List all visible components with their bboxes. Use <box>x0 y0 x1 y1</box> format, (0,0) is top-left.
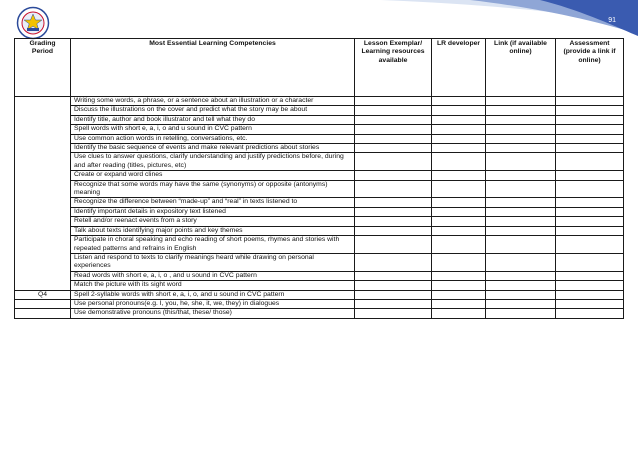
empty-cell <box>556 180 624 198</box>
table-row <box>15 253 624 271</box>
grading-cell: Q4 <box>15 290 71 299</box>
empty-cell <box>486 125 556 134</box>
competency-cell: Talk about texts identifying major points and key themes <box>71 226 355 235</box>
table-row <box>15 281 624 290</box>
empty-cell <box>432 198 486 207</box>
empty-cell <box>486 97 556 106</box>
competency-cell: Retell and/or reenact events from a story <box>71 217 355 226</box>
competency-cell: Writing some words, a phrase, or a sentence about an illustration or a character <box>71 97 355 106</box>
empty-cell <box>355 281 432 290</box>
empty-cell <box>355 134 432 143</box>
empty-cell <box>556 97 624 106</box>
empty-cell <box>432 144 486 153</box>
empty-cell <box>432 97 486 106</box>
empty-cell <box>355 180 432 198</box>
table-header-row <box>15 39 624 97</box>
header-banner <box>0 0 638 40</box>
empty-cell <box>486 253 556 271</box>
table-row <box>15 217 624 226</box>
empty-cell <box>355 144 432 153</box>
table-row <box>15 144 624 153</box>
empty-cell <box>556 309 624 318</box>
empty-cell <box>355 207 432 216</box>
table-row <box>15 153 624 171</box>
empty-cell <box>556 134 624 143</box>
empty-cell <box>556 253 624 271</box>
empty-cell <box>486 180 556 198</box>
empty-cell <box>486 271 556 280</box>
empty-cell <box>486 226 556 235</box>
competency-cell: Recognize that some words may have the same (synonyms) or opposite (antonyms) meaning <box>71 180 355 198</box>
empty-cell <box>355 171 432 180</box>
empty-cell <box>486 290 556 299</box>
empty-cell <box>432 217 486 226</box>
empty-cell <box>432 106 486 115</box>
empty-cell <box>355 253 432 271</box>
empty-cell <box>486 144 556 153</box>
table-row <box>15 198 624 207</box>
empty-cell <box>355 106 432 115</box>
page-number: 91 <box>608 17 616 24</box>
empty-cell <box>355 226 432 235</box>
header-competencies: Most Essential Learning Competencies <box>71 39 355 97</box>
empty-cell <box>355 271 432 280</box>
competency-cell: Identify title, author and book illustrator and tell what they do <box>71 115 355 124</box>
empty-cell <box>486 171 556 180</box>
header-link: Link (if available online) <box>486 39 556 97</box>
competency-cell: Use clues to answer questions, clarify understanding and justify predictions before, during and after reading (titles, pictures, etc) <box>71 153 355 171</box>
empty-cell <box>486 198 556 207</box>
empty-cell <box>432 171 486 180</box>
empty-cell <box>432 281 486 290</box>
competency-cell: Recognize the difference between “made-up” and “real” in texts listened to <box>71 198 355 207</box>
empty-cell <box>355 115 432 124</box>
empty-cell <box>556 106 624 115</box>
table-row <box>15 134 624 143</box>
empty-cell <box>355 290 432 299</box>
empty-cell <box>486 281 556 290</box>
empty-cell <box>556 207 624 216</box>
competency-cell: Match the picture with its sight word <box>71 281 355 290</box>
competency-cell: Use common action words in retelling, conversations, etc. <box>71 134 355 143</box>
empty-cell <box>556 226 624 235</box>
empty-cell <box>355 125 432 134</box>
table-row <box>15 236 624 254</box>
empty-cell <box>355 217 432 226</box>
empty-cell <box>355 236 432 254</box>
empty-cell <box>432 180 486 198</box>
empty-cell <box>486 299 556 308</box>
empty-cell <box>355 198 432 207</box>
table-row <box>15 226 624 235</box>
empty-cell <box>432 115 486 124</box>
table-row <box>15 207 624 216</box>
empty-cell <box>556 171 624 180</box>
table-row <box>15 271 624 280</box>
table-row <box>15 180 624 198</box>
competency-cell: Use personal pronouns(e.g. I, you, he, she, it, we, they) in dialogues <box>71 299 355 308</box>
competency-cell: Identify important details in expository text listened <box>71 207 355 216</box>
empty-cell <box>556 153 624 171</box>
competency-cell: Participate in choral speaking and echo reading of short poems, rhymes and stories with repeated patterns and refrains in English <box>71 236 355 254</box>
empty-cell <box>432 271 486 280</box>
empty-cell <box>355 153 432 171</box>
header-lesson-exemplar: Lesson Exemplar/ Learning resources available <box>355 39 432 97</box>
empty-cell <box>556 125 624 134</box>
empty-cell <box>556 115 624 124</box>
empty-cell <box>432 253 486 271</box>
empty-cell <box>486 217 556 226</box>
empty-cell <box>486 309 556 318</box>
empty-cell <box>556 236 624 254</box>
empty-cell <box>556 281 624 290</box>
empty-cell <box>486 134 556 143</box>
empty-cell <box>432 125 486 134</box>
competency-cell: Listen and respond to texts to clarify meanings heard while drawing on personal experiences <box>71 253 355 271</box>
competency-cell: Read words with short e, a, i, o , and u sound in CVC pattern <box>71 271 355 280</box>
empty-cell <box>432 153 486 171</box>
empty-cell <box>432 134 486 143</box>
competency-cell: Spell words with short e, a, i, o and u sound in CVC pattern <box>71 125 355 134</box>
empty-cell <box>432 207 486 216</box>
empty-cell <box>355 299 432 308</box>
competency-cell: Create or expand word clines <box>71 171 355 180</box>
table-body <box>15 97 624 319</box>
competency-cell: Discuss the illustrations on the cover and predict what the story may be about <box>71 106 355 115</box>
grading-cell <box>15 299 71 308</box>
empty-cell <box>355 97 432 106</box>
empty-cell <box>486 153 556 171</box>
competency-cell: Identify the basic sequence of events and make relevant predictions about stories <box>71 144 355 153</box>
empty-cell <box>432 236 486 254</box>
empty-cell <box>556 299 624 308</box>
table-row <box>15 309 624 318</box>
header-grading-period: Grading Period <box>15 39 71 97</box>
header-assessment: Assessment (provide a link if online) <box>556 39 624 97</box>
empty-cell <box>432 309 486 318</box>
empty-cell <box>432 290 486 299</box>
competencies-table <box>14 38 624 319</box>
empty-cell <box>486 115 556 124</box>
table-row <box>15 115 624 124</box>
competency-cell: Spell 2-syllable words with short e, a, i, o, and u sound in CVC pattern <box>71 290 355 299</box>
empty-cell <box>556 217 624 226</box>
deped-seal-icon <box>16 6 50 40</box>
empty-cell <box>486 106 556 115</box>
empty-cell <box>556 144 624 153</box>
empty-cell <box>355 309 432 318</box>
empty-cell <box>486 236 556 254</box>
empty-cell <box>556 271 624 280</box>
empty-cell <box>432 226 486 235</box>
empty-cell <box>556 290 624 299</box>
table-row <box>15 171 624 180</box>
grading-cell <box>15 309 71 318</box>
empty-cell <box>556 198 624 207</box>
header-lr-developer: LR developer <box>432 39 486 97</box>
empty-cell <box>486 207 556 216</box>
grading-cell <box>15 97 71 291</box>
empty-cell <box>432 299 486 308</box>
table-row <box>15 97 624 106</box>
table-row <box>15 299 624 308</box>
table-row <box>15 290 624 299</box>
competency-cell: Use demonstrative pronouns (this/that, these/ those) <box>71 309 355 318</box>
table-row <box>15 106 624 115</box>
table-row <box>15 125 624 134</box>
